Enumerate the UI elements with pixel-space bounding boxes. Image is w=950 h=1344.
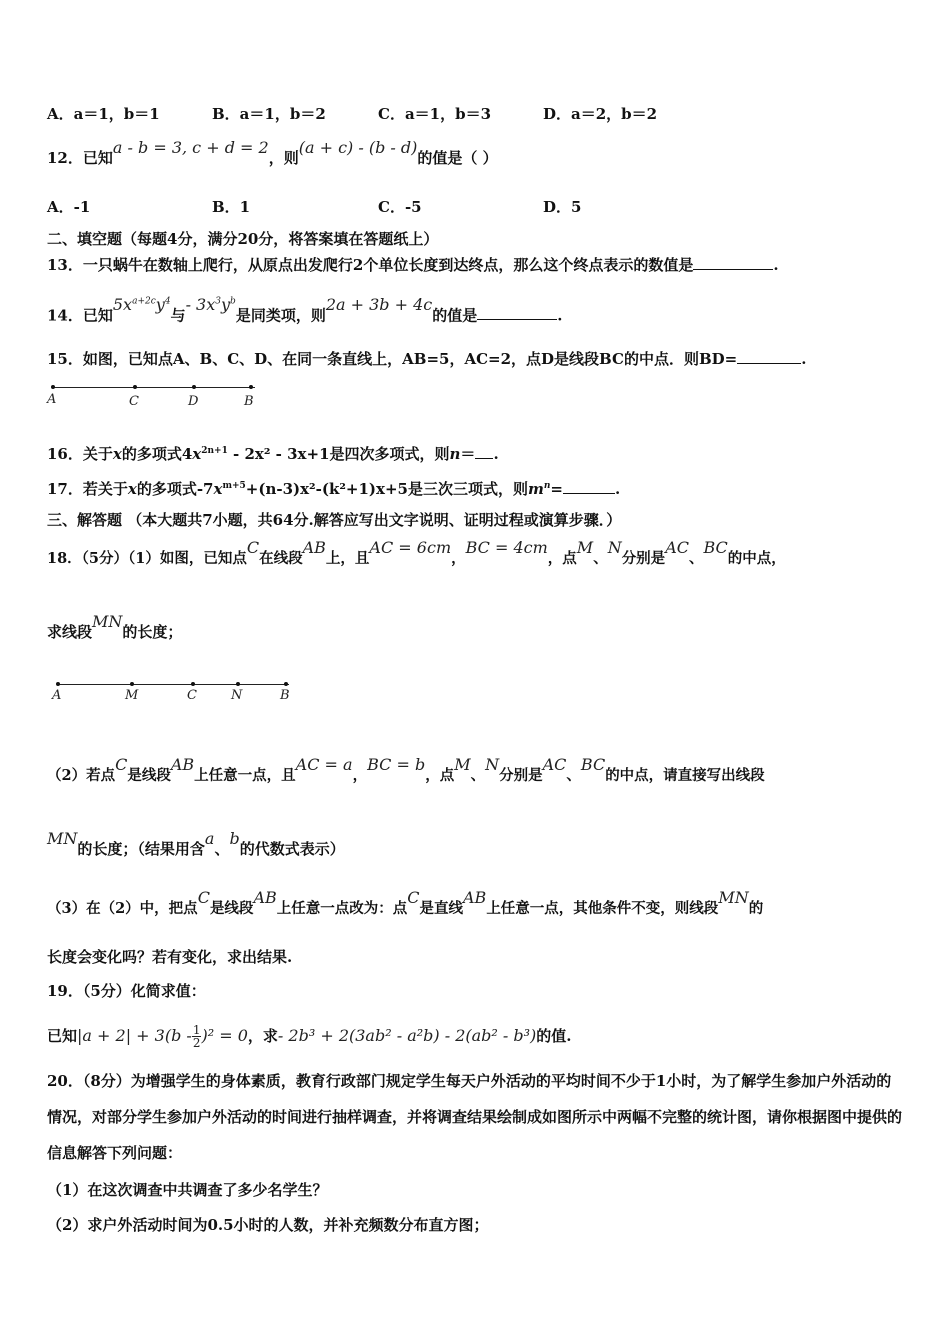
q19-expression: - 2b³ + 2(3ab² - a²b) - 2(ab² - b³): [277, 1026, 537, 1045]
q12-condition: a - b = 3, c + d = 2: [112, 138, 269, 157]
q18-label-n: N: [231, 688, 243, 703]
q11-option-a[interactable]: A．a＝1，b＝1: [47, 105, 160, 123]
q15-line: [52, 387, 255, 388]
q15-label-c: C: [129, 394, 139, 409]
q18-2b-t2: 、: [214, 840, 230, 858]
q18-2b-var-b: b: [229, 829, 240, 848]
q18-label-c: C: [187, 688, 197, 703]
q18-1-t2: 上，且: [325, 550, 370, 567]
q12-option-a[interactable]: A．-1: [47, 198, 91, 216]
q18-1-point-n: N: [607, 538, 622, 557]
q18-1-t5: 分别是: [621, 550, 666, 567]
q19-prefix: 已知: [47, 1027, 78, 1045]
q18-2-t4: 、: [470, 767, 486, 784]
q15-point-c: [133, 385, 137, 389]
q16-eq: ＝: [460, 445, 476, 463]
q16-prefix: 16．关于: [47, 445, 113, 463]
q18-3-t3: 是直线: [419, 900, 463, 917]
q17-answer-blank[interactable]: [563, 479, 615, 494]
q15-point-b: [249, 385, 253, 389]
q14-mid2: 是同类项，则: [235, 306, 326, 325]
q17-prefix: 17．若关于: [47, 480, 128, 498]
q17-exponent: m+5: [222, 481, 246, 491]
q13-answer-blank[interactable]: [693, 255, 773, 270]
q14-suffix: 的值是: [432, 306, 478, 325]
q16-var-n: n: [449, 445, 461, 463]
q15-answer-blank[interactable]: [737, 349, 801, 364]
question-19-condition: [47, 1024, 572, 1049]
q18-3-prefix: （3）在（2）中，把点: [47, 900, 198, 917]
q18-2-segment-bc: BC: [580, 755, 606, 774]
q18-1-segment-ab: AB: [302, 538, 326, 557]
question-20: 20．（8分）为增强学生的身体素质，教育行政部门规定学生每天户外活动的平均时间不少于1小时，为了解学生参加户外活动的情况，对部分学生参加户外活动的时间进行抽样调查，并将调查结果绘制成如图所示中两幅不完整的统计图，请你根据图中提供的信息解答下列问题：: [47, 1072, 903, 1162]
q18-1-t4: 、: [593, 550, 608, 567]
q16-rest: - 2x² - 3x+1是四次多项式，则: [227, 445, 450, 463]
question-18-part-3: [47, 888, 764, 919]
q18-1-sep: ，: [451, 550, 466, 567]
section-3-heading: 三、解答题 （本大题共7小题，共64分.解答应写出文字说明、证明过程或演算步骤．）: [47, 511, 622, 529]
q16-var-x: x: [112, 445, 122, 463]
q18-2-t2: 上任意一点，且: [194, 767, 296, 784]
q15-text: 15．如图，已知点A、B、C、D、在同一条直线上，AB=5，AC=2，点D是线段BC的中点．则BD=: [47, 350, 738, 368]
question-18-part-2: [47, 755, 765, 786]
q17-mid: 的多项式-7: [136, 480, 214, 498]
q15-point-a: [51, 385, 55, 389]
q17-var-n-exp: n: [543, 481, 551, 491]
q18-1-t7: 的中点，: [727, 550, 786, 567]
q12-option-d[interactable]: D．5: [543, 198, 582, 216]
q18-3-line-ab: AB: [463, 888, 487, 907]
q19-condition: |a + 2| + 3(b - $\frac{1}{2}$ )² = 0: [77, 1023, 248, 1050]
question-16: 16．关于x的多项式$4x^{2n+1} - 2x^2 - 3x+1$是四次多项式，则n＝ .: [47, 445, 499, 463]
q18-point-b: [284, 682, 288, 686]
q14-term2: - $3x^3y^b$: [185, 295, 236, 315]
question-18-part-1b: [47, 612, 183, 642]
q18-2-segment-ab: AB: [170, 755, 195, 774]
q18-1-segment-ac: AC: [665, 538, 689, 557]
q11-option-b[interactable]: B．a＝1，b＝2: [212, 105, 326, 123]
q18-2-t1: 是线段: [127, 767, 171, 784]
q18-3-point-c: C: [197, 888, 210, 907]
question-13: 13．一只蜗牛在数轴上爬行，从原点出发爬行2个单位长度到达终点，那么这个终点表示的数值是 .: [47, 256, 779, 274]
q18-1-t1: 在线段: [259, 550, 303, 567]
q18-2-point-n: N: [485, 755, 500, 774]
q18-2-t5: 分别是: [499, 767, 543, 784]
q18-1b-suffix: 的长度；: [122, 623, 183, 641]
q18-1b-segment-mn: MN: [92, 612, 123, 631]
q18-1-prefix: 18．（5分）（1）如图，已知点: [47, 550, 247, 567]
q18-point-m: [130, 682, 134, 686]
q15-figure: [47, 380, 267, 414]
q19-suffix: 的值.: [536, 1027, 572, 1045]
q18-2-point-c: C: [115, 755, 128, 774]
q18-3-segment-ab: AB: [253, 888, 277, 907]
q13-text: 13．一只蜗牛在数轴上爬行，从原点出发爬行2个单位长度到达终点，那么这个终点表示的数值是: [47, 256, 694, 274]
q18-point-c: [191, 682, 195, 686]
q18-1-segment-bc: BC: [703, 538, 728, 557]
q18-2b-t3: 的代数式表示）: [239, 840, 345, 858]
q18-2-ac-length: AC = a: [295, 755, 353, 774]
q18-1-point-c: C: [246, 538, 260, 557]
q18-1-ac-length: AC = 6cm: [369, 538, 452, 557]
q18-3-point-c2: C: [407, 888, 420, 907]
q15-label-b: B: [244, 394, 254, 409]
q15-label-a: A: [47, 392, 57, 407]
q18-2-t7: 的中点，请直接写出线段: [605, 767, 765, 784]
question-15: 15．如图，已知点A、B、C、D、在同一条直线上，AB=5，AC=2，点D是线段BC的中点．则BD= .: [47, 350, 807, 368]
q18-point-a: [56, 682, 60, 686]
q18-3-t2: 上任意一点改为：点: [276, 900, 408, 917]
q18-3-t1: 是线段: [209, 900, 254, 917]
q19-mid: ，求: [247, 1027, 278, 1045]
q18-2-segment-ac: AC: [542, 755, 567, 774]
q18-2b-var-a: a: [204, 829, 215, 848]
q12-expression: (a + c) - (b - d): [298, 138, 418, 157]
q17-var-x: x: [127, 480, 137, 498]
q19-fraction: $\frac{1}{2}$: [192, 1023, 201, 1050]
q16-var-x2: x: [192, 445, 202, 463]
q17-rest: +(n-3)x²-(k²+1)x+5是三次三项式，则: [245, 480, 528, 498]
q18-2-t3: ，点: [425, 767, 455, 784]
q18-2-point-m: M: [454, 755, 471, 774]
q15-label-d: D: [188, 394, 199, 409]
q11-option-d[interactable]: D．a＝2，b＝2: [543, 105, 658, 123]
q18-1b-prefix: 求线段: [47, 623, 93, 641]
q18-2b-t1: 的长度；（结果用含: [77, 840, 205, 858]
q16-answer-blank[interactable]: [475, 444, 493, 459]
q18-line: [57, 684, 289, 685]
q18-1-t3: ，点: [547, 550, 577, 567]
q18-3-segment-mn: MN: [718, 888, 749, 907]
q11-option-c[interactable]: C．a＝1，b＝3: [378, 105, 492, 123]
q18-1-t6: 、: [688, 550, 704, 567]
question-19: 19．（5分）化简求值：: [47, 982, 206, 1000]
question-18-part-2b: [47, 829, 345, 859]
q16-mid: 的多项式4: [121, 445, 193, 463]
q16-exponent: 2n+1: [201, 446, 228, 456]
q18-point-n: [236, 682, 240, 686]
q15-point-d: [192, 385, 196, 389]
q18-1-point-m: M: [576, 538, 594, 557]
q14-expression: 2a + 3b + 4c: [325, 295, 433, 315]
q18-3-t4: 上任意一点，其他条件不变，则线段: [486, 900, 719, 917]
q18-1-bc-length: BC = 4cm: [465, 538, 548, 557]
q18-2-prefix: （2）若点: [47, 767, 116, 784]
q12-mid: ，则: [268, 149, 299, 167]
question-18-part-3b: 长度会变化吗？若有变化，求出结果.: [47, 948, 293, 966]
q18-2b-segment-mn: MN: [47, 829, 78, 848]
question-12: [47, 138, 498, 168]
q12-option-c[interactable]: C．-5: [378, 198, 422, 216]
question-17: 17．若关于x的多项式$-7x^{m+5}+(n-3)x^2-(k^2+1)x+5$是三次三项式，则$m^n=$ .: [47, 480, 621, 498]
q14-mid: 与: [170, 306, 186, 325]
q18-3-t5: 的: [748, 900, 764, 917]
q18-2-bc-length: BC = b: [367, 755, 426, 774]
q12-suffix: 的值是（ ）: [417, 149, 498, 167]
q18-label-a: A: [52, 688, 62, 703]
question-20-part-2: （2）求户外活动时间为0.5小时的人数，并补充频数分布直方图；: [47, 1216, 489, 1234]
q18-2-t6: 、: [566, 767, 581, 784]
q17-var-m: m: [527, 480, 544, 498]
q18-figure: [52, 678, 302, 708]
q14-term1: $5x^{a+2c}y^4$: [112, 295, 171, 315]
section-2-heading: 二、填空题（每题4分，满分20分，将答案填在答题纸上）: [47, 230, 439, 248]
q17-var-x2: x: [213, 480, 223, 498]
q12-option-b[interactable]: B．1: [212, 198, 251, 216]
q18-2-sep: ，: [352, 767, 368, 784]
question-14: 14．已知$5x^{a+2c}y^4$与- $3x^3y^b$是同类项，则2a + 3b + 4c的值是 .: [47, 295, 563, 325]
q18-label-m: M: [125, 688, 139, 703]
q14-answer-blank[interactable]: [477, 305, 557, 320]
question-20-part-1: （1）在这次调查中共调查了多少名学生？: [47, 1181, 328, 1199]
q14-prefix: 14．已知: [47, 306, 113, 325]
q12-prefix: 12．已知: [47, 149, 113, 167]
question-18-part-1: [47, 538, 786, 569]
q18-label-b: B: [280, 688, 290, 703]
q17-eq: =: [550, 480, 563, 498]
